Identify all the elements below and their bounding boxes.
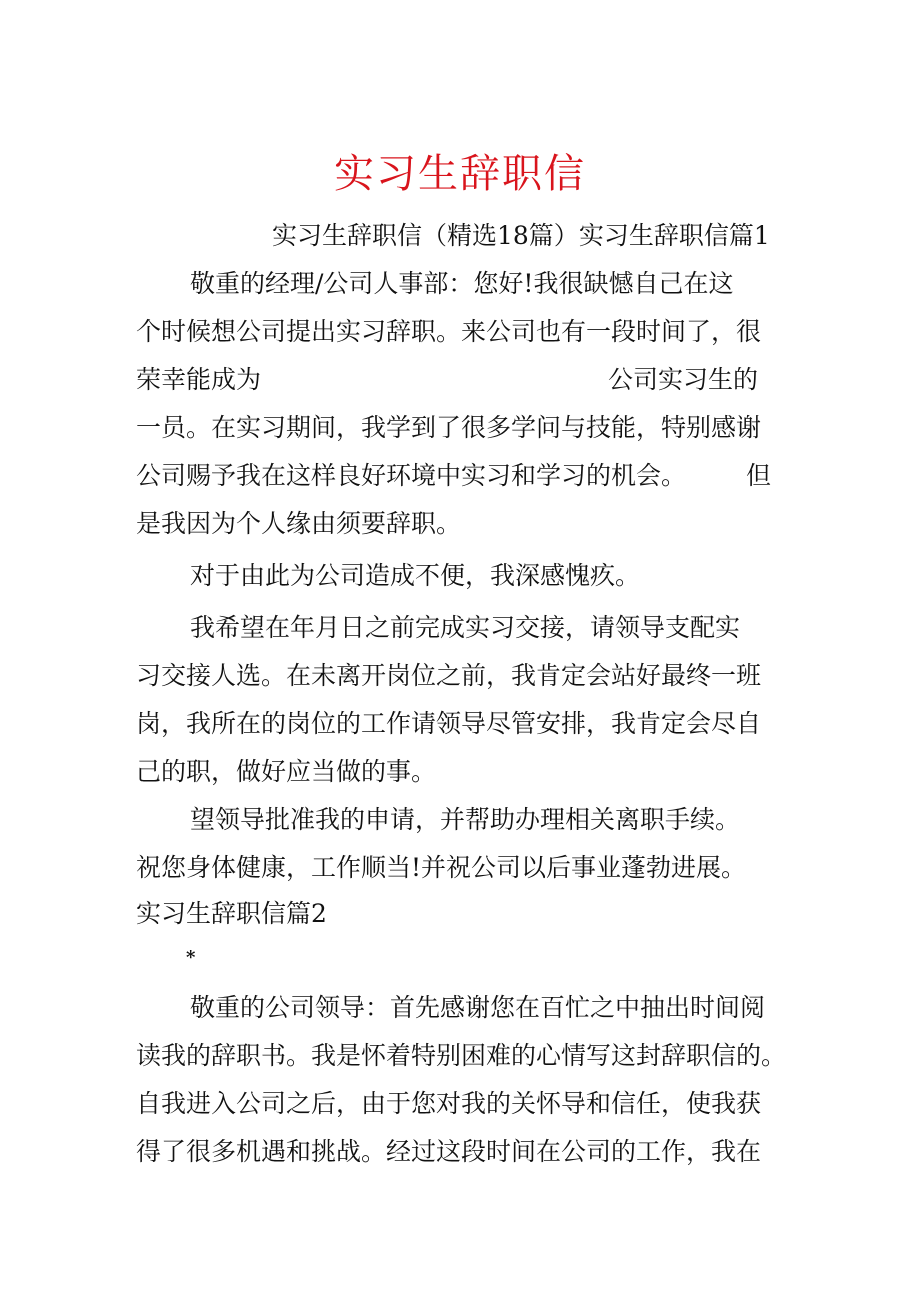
paragraph-line: 己的职，做好应当做的事。 xyxy=(136,757,437,786)
paragraph-line: 公司赐予我在这样良好环境中实习和学习的机会。 xyxy=(136,461,687,490)
paragraph-line: 祝您身体健康，工作顺当!并祝公司以后事业蓬勃进展。 xyxy=(136,853,747,882)
paragraph-line: 敬重的经理/公司人事部：您好!我很缺憾自己在这 xyxy=(190,269,734,298)
paragraph-line: 但 xyxy=(746,461,772,490)
paragraph-line: 个时候想公司提出实习辞职。来公司也有一段时间了，很 xyxy=(136,317,762,346)
paragraph-line: 一员。在实习期间，我学到了很多学问与技能，特别感谢 xyxy=(136,413,762,442)
paragraph-line: 自我进入公司之后，由于您对我的关怀导和信任，使我获 xyxy=(136,1089,762,1118)
document-title: 实习生辞职信 xyxy=(334,151,586,197)
paragraph-line: 敬重的公司领导：首先感谢您在百忙之中抽出时间阅 xyxy=(190,993,766,1022)
paragraph-line: 得了很多机遇和挑战。经过这段时间在公司的工作，我在 xyxy=(136,1137,762,1166)
paragraph-line: 习交接人选。在未离开岗位之前，我肯定会站好最终一班 xyxy=(136,661,762,690)
asterisk-mark: * xyxy=(186,947,196,968)
paragraph-line: 望领导批准我的申请，并帮助办理相关离职手续。 xyxy=(190,805,741,834)
paragraph-line: 是我因为个人缘由须要辞职。 xyxy=(136,509,462,538)
paragraph-line: 读我的辞职书。我是怀着特别困难的心情写这封辞职信的。 xyxy=(136,1041,787,1070)
subtitle-line: 实习生辞职信（精选18篇）实习生辞职信篇1 xyxy=(272,221,770,250)
paragraph-line: 岗，我所在的岗位的工作请领导尽管安排，我肯定会尽自 xyxy=(136,709,762,738)
section-heading: 实习生辞职信篇2 xyxy=(136,899,327,928)
paragraph-line: 对于由此为公司造成不便，我深感愧疚。 xyxy=(190,561,641,590)
paragraph-line: 公司实习生的 xyxy=(608,365,759,394)
paragraph-line: 我希望在年月日之前完成实习交接，请领导支配实 xyxy=(190,613,741,642)
paragraph-line: 荣幸能成为 xyxy=(136,365,262,394)
